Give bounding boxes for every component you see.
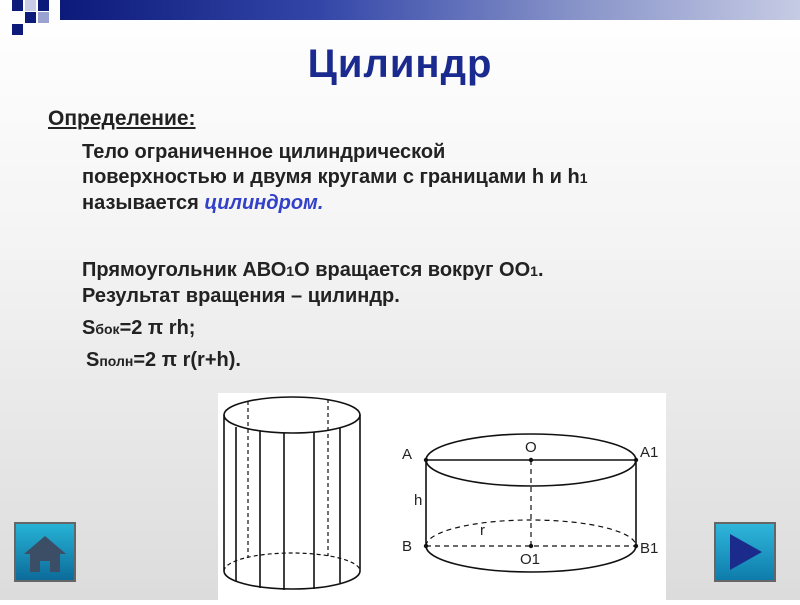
definition-line-3 — [82, 191, 588, 216]
definition-line-2 — [82, 165, 588, 191]
subscript: полн — [99, 353, 134, 369]
deco-square — [25, 12, 36, 23]
label-O1: O1 — [520, 551, 541, 568]
rotation-line-1 — [82, 258, 544, 284]
play-arrow-icon — [716, 524, 774, 580]
formula-expression: =2 π r(r+h). — [133, 349, 241, 371]
cylinder-diagram — [218, 393, 666, 600]
left-cylinder-top — [224, 397, 360, 433]
subscript: 1 — [579, 170, 588, 186]
label-B1: B1 — [640, 540, 659, 557]
label-r: r — [480, 522, 485, 539]
label-B: B — [402, 538, 413, 555]
subscript: 1 — [530, 263, 538, 279]
label-A1: A1 — [640, 444, 659, 461]
slide-title: Цилиндр — [307, 42, 493, 86]
definition-line-1: Тело ограниченное цилиндрической — [82, 141, 446, 163]
definition-line-2-text: поверхностью и двумя кругами с границами h и h — [82, 166, 580, 188]
point-A — [424, 458, 428, 462]
rotation-line-2: Результат вращения – цилиндр. — [82, 285, 400, 307]
formula-expression: =2 π rh; — [119, 317, 196, 339]
next-slide-button[interactable] — [714, 522, 776, 582]
rotation-line-1-part: О вращается вокруг ОО — [294, 259, 531, 281]
point-A1 — [634, 458, 638, 462]
formula-full-area — [86, 348, 241, 374]
label-A: A — [402, 446, 413, 463]
subscript: бок — [95, 321, 120, 337]
top-decoration — [0, 0, 800, 22]
rotation-line-1-part: Прямоугольник АВО — [82, 259, 287, 281]
deco-square — [38, 12, 49, 23]
label-h: h — [414, 492, 423, 509]
label-O: O — [525, 439, 537, 456]
definition-text — [82, 140, 588, 216]
cylinder-figure — [218, 393, 666, 600]
deco-square — [12, 24, 23, 35]
deco-square — [25, 0, 36, 11]
definition-label: Определение: — [48, 107, 196, 130]
subscript: 1 — [286, 263, 295, 279]
point-B — [424, 544, 428, 548]
deco-square — [38, 0, 49, 11]
rotation-line-1-part: . — [537, 259, 544, 281]
point-O1 — [529, 544, 533, 548]
point-O — [529, 458, 533, 462]
rotation-text — [82, 258, 544, 309]
header-stripe — [60, 0, 800, 20]
formula-side-area — [82, 316, 195, 342]
formula-symbol: S — [82, 317, 96, 339]
home-button[interactable] — [14, 522, 76, 582]
formula-symbol: S — [86, 349, 100, 371]
highlighted-term: цилиндром. — [204, 192, 324, 214]
deco-square — [12, 0, 23, 11]
home-icon — [16, 524, 74, 580]
definition-line-3-text: называется — [82, 192, 205, 214]
point-B1 — [634, 544, 638, 548]
